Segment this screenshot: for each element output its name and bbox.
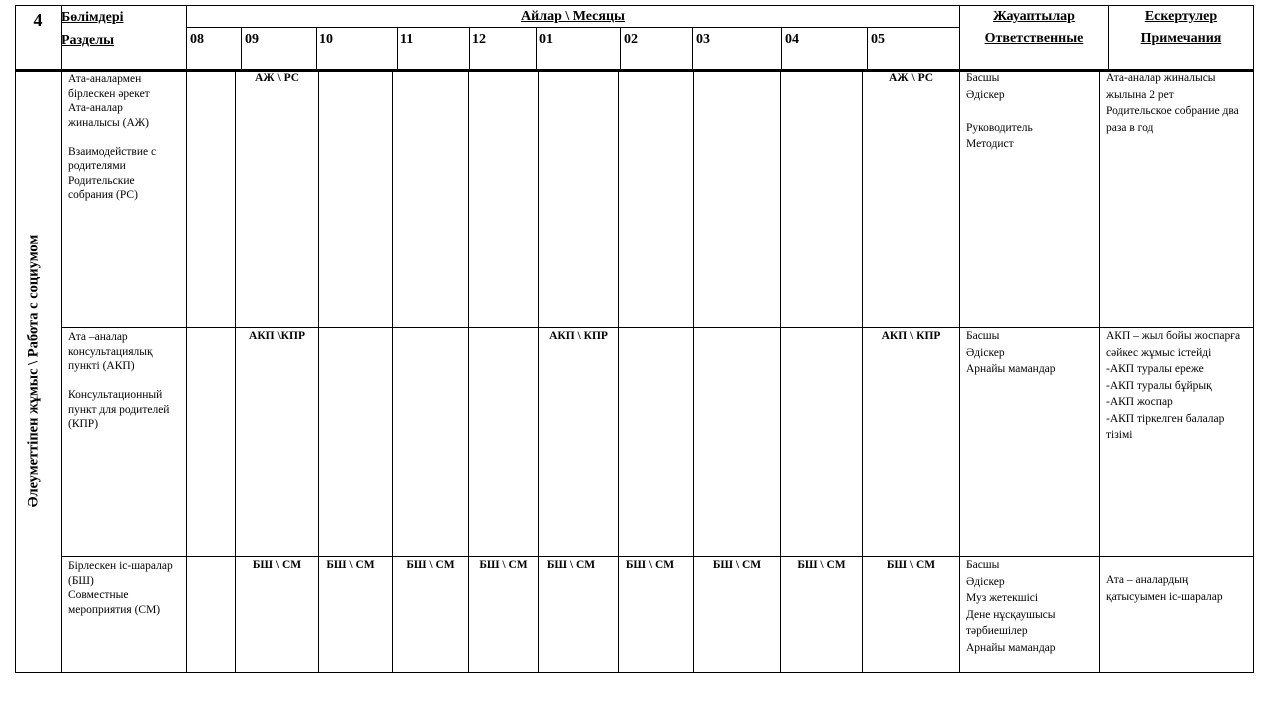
- vline-month-b: [862, 71, 863, 673]
- row-2-responsible: Басшы Әдіскер Арнайы мамандар: [966, 330, 1056, 375]
- row-3-notes: Ата – аналардың қатысуымен іс-шаралар: [1106, 574, 1223, 603]
- row-2-notes: АКП – жыл бойы жоспарға сәйкес жұмыс істейді -АКП туралы ереже -АКП туралы бұйрық -АКП жоспар -АКП тіркелген балалар тізімі: [1106, 330, 1241, 441]
- month-label: 03: [696, 32, 710, 47]
- vline-month-b: [693, 71, 694, 673]
- vline-month-h: [397, 27, 398, 70]
- row-1-notes: Ата-аналар жиналысы жылына 2 рет Родительское собрание два раза в год: [1106, 72, 1239, 134]
- vline-month-b: [538, 71, 539, 673]
- row-2-mark-09: АКП \КПР: [249, 330, 305, 342]
- row-3-mark-11: БШ \ СМ: [406, 559, 455, 571]
- row-3-responsible: Басшы Әдіскер Муз жетекшісі Дене нұсқаушысы тәрбиешілер Арнайы мамандар: [966, 559, 1056, 654]
- vline-responsible-body: [1099, 71, 1100, 673]
- vline-month-b: [392, 71, 393, 673]
- row-2-mark-05: АКП \ КПР: [881, 330, 941, 342]
- vline-month-b: [468, 71, 469, 673]
- row-3-section: Бірлескен іс-шаралар (БШ) Совместные мероприятия (СМ): [68, 560, 173, 616]
- side-label-text: Әлеуметтіпен жұмыс \ Работа с социумом: [25, 234, 42, 508]
- vline-month-b: [235, 71, 236, 673]
- row-3-mark-03: БШ \ СМ: [712, 559, 762, 571]
- vline-month-h: [620, 27, 621, 70]
- header-notes-kz: Ескертулер: [1144, 9, 1218, 24]
- header-responsible-kz: Жауаптылар: [993, 9, 1075, 24]
- row-3-mark-09: БШ \ СМ: [252, 559, 302, 571]
- row-3-mark-05: БШ \ СМ: [886, 559, 936, 571]
- header-responsible-ru: Ответственные: [984, 31, 1084, 46]
- vline-month-h: [781, 27, 782, 70]
- vline-number: [61, 5, 62, 673]
- row-2-mark-01: АКП \ КПР: [549, 330, 608, 342]
- header-sections-ru: Разделы: [61, 33, 115, 48]
- row-3-mark-12: БШ \ СМ: [479, 559, 528, 571]
- vline-month-h: [241, 27, 242, 70]
- vline-sections: [186, 5, 187, 673]
- header-sections-kz: Бөлімдері: [61, 10, 124, 25]
- row-1-section: Ата-аналармен бірлескен әрекет Ата-аналар жиналысы (АЖ) Взаимодействие с родителями Родительские собрания (РС): [68, 73, 157, 201]
- row-3-mark-10: БШ \ СМ: [326, 559, 375, 571]
- vline-month-h: [469, 27, 470, 70]
- month-label: 12: [472, 32, 486, 47]
- month-label: 05: [871, 32, 885, 47]
- month-label: 11: [400, 32, 414, 47]
- month-label: 08: [190, 32, 204, 47]
- header-months: Айлар \ Месяцы: [521, 9, 625, 24]
- vline-months-end: [959, 5, 960, 673]
- vline-month-h: [867, 27, 868, 70]
- month-label: 09: [245, 32, 259, 47]
- border-right: [1253, 5, 1254, 673]
- vline-month-b: [618, 71, 619, 673]
- month-label: 10: [319, 32, 333, 47]
- row-3-mark-04: БШ \ СМ: [797, 559, 846, 571]
- vline-month-b: [780, 71, 781, 673]
- row-2-section: Ата –аналар консультациялық пункті (АКП) Консультационный пункт для родителей (КПР): [68, 331, 170, 430]
- header-notes-ru: Примечания: [1140, 31, 1222, 46]
- row-1-mark-09: АЖ \ РС: [254, 72, 300, 84]
- section-number: 4: [33, 10, 43, 30]
- border-left: [15, 5, 16, 673]
- row-1-responsible: Басшы Әдіскер Руководитель Методист: [966, 72, 1033, 150]
- vline-month-h: [536, 27, 537, 70]
- border-bottom: [15, 672, 1254, 673]
- vline-month-b: [318, 71, 319, 673]
- row-3-mark-01: БШ \ СМ: [546, 559, 596, 571]
- row-3-mark-02: БШ \ СМ: [625, 559, 675, 571]
- month-label: 02: [624, 32, 638, 47]
- month-label: 04: [785, 32, 799, 47]
- vline-month-h: [692, 27, 693, 70]
- month-label: 01: [539, 32, 553, 47]
- vline-month-h: [316, 27, 317, 70]
- row-1-mark-05: АЖ \ РС: [888, 72, 934, 84]
